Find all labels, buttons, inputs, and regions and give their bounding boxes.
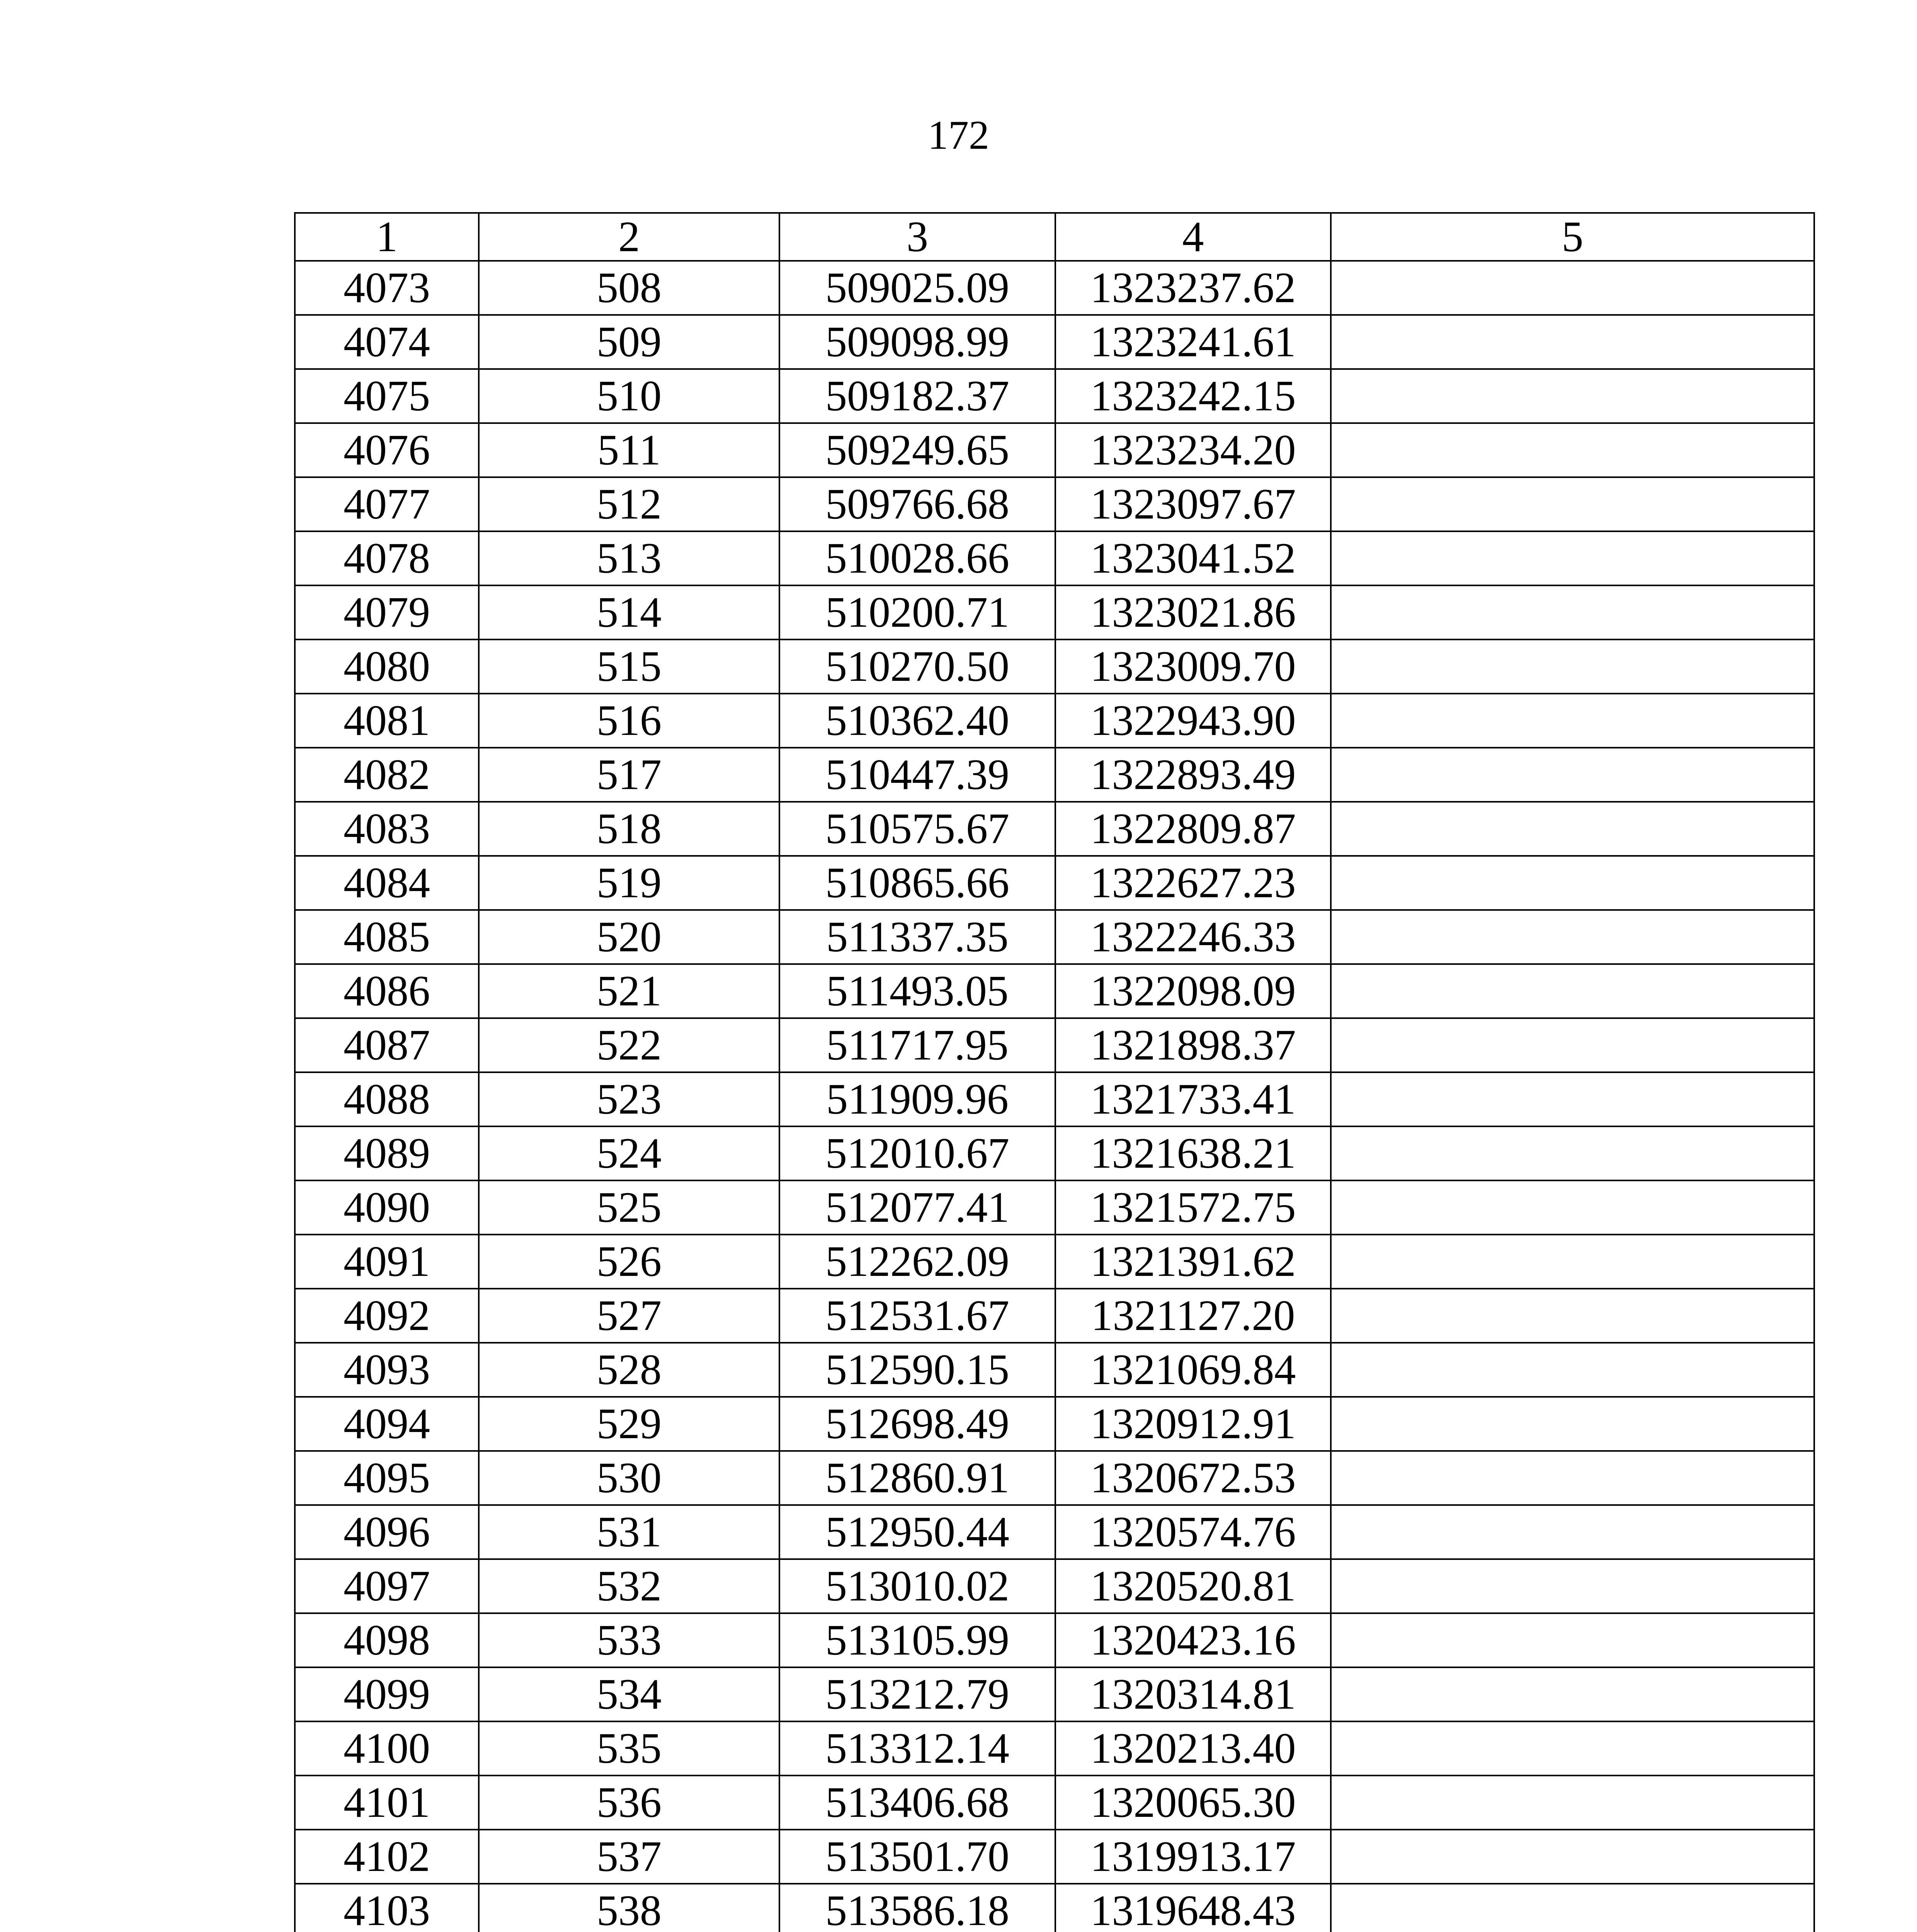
table-cell-col-3: 510028.66 — [779, 531, 1055, 585]
table-cell-col-3: 509182.37 — [779, 369, 1055, 423]
table-cell-col-5 — [1331, 802, 1814, 856]
table-row — [295, 910, 1814, 964]
table-row — [295, 261, 1814, 315]
table-cell-col-3: 511337.35 — [779, 910, 1055, 964]
table-cell-col-1: 4081 — [295, 694, 479, 748]
table-cell-col-1: 4076 — [295, 423, 479, 477]
table-cell-col-1: 4098 — [295, 1613, 479, 1667]
table-cell-col-5 — [1331, 694, 1814, 748]
table-cell-col-2: 534 — [479, 1667, 779, 1721]
table-cell-col-4: 1322098.09 — [1055, 964, 1331, 1018]
table-cell-col-2: 516 — [479, 694, 779, 748]
table-cell-col-2: 538 — [479, 1884, 779, 1932]
table-cell-col-4: 1320520.81 — [1055, 1559, 1331, 1613]
table-cell-col-5 — [1331, 1505, 1814, 1559]
table-cell-col-2: 525 — [479, 1180, 779, 1235]
table-cell-col-1: 4097 — [295, 1559, 479, 1613]
table-cell-col-3: 509025.09 — [779, 261, 1055, 315]
table-row — [295, 1667, 1814, 1721]
table-cell-col-1: 4083 — [295, 802, 479, 856]
table-cell-col-3: 513586.18 — [779, 1884, 1055, 1932]
table-cell-col-3: 512698.49 — [779, 1397, 1055, 1451]
table-cell-col-2: 523 — [479, 1072, 779, 1126]
table-cell-col-4: 1323237.62 — [1055, 261, 1331, 315]
table-row — [295, 1451, 1814, 1505]
table-cell-col-1: 4092 — [295, 1289, 479, 1343]
column-header-5: 5 — [1331, 213, 1814, 261]
table-cell-col-3: 511493.05 — [779, 964, 1055, 1018]
table-row — [295, 856, 1814, 910]
table-cell-col-1: 4074 — [295, 315, 479, 369]
table-cell-col-5 — [1331, 1180, 1814, 1235]
table-row — [295, 477, 1814, 531]
table-cell-col-2: 512 — [479, 477, 779, 531]
table-cell-col-5 — [1331, 964, 1814, 1018]
table-cell-col-1: 4102 — [295, 1830, 479, 1884]
table-cell-col-1: 4096 — [295, 1505, 479, 1559]
table-cell-col-4: 1319913.17 — [1055, 1830, 1331, 1884]
table-cell-col-5 — [1331, 910, 1814, 964]
table-cell-col-4: 1320314.81 — [1055, 1667, 1331, 1721]
table-cell-col-1: 4088 — [295, 1072, 479, 1126]
table-cell-col-1: 4080 — [295, 639, 479, 694]
table-cell-col-1: 4082 — [295, 748, 479, 802]
table-cell-col-1: 4093 — [295, 1343, 479, 1397]
table-row — [295, 964, 1814, 1018]
column-header-3: 3 — [779, 213, 1055, 261]
table-cell-col-5 — [1331, 1343, 1814, 1397]
table-cell-col-3: 512262.09 — [779, 1235, 1055, 1289]
table-row — [295, 1126, 1814, 1180]
table-cell-col-4: 1322943.90 — [1055, 694, 1331, 748]
coordinates-table — [294, 212, 1815, 1932]
table-cell-col-2: 532 — [479, 1559, 779, 1613]
table-cell-col-1: 4103 — [295, 1884, 479, 1932]
table-cell-col-1: 4086 — [295, 964, 479, 1018]
table-cell-col-2: 517 — [479, 748, 779, 802]
table-cell-col-2: 529 — [479, 1397, 779, 1451]
table-cell-col-4: 1322627.23 — [1055, 856, 1331, 910]
table-cell-col-2: 533 — [479, 1613, 779, 1667]
column-header-4: 4 — [1055, 213, 1331, 261]
table-cell-col-4: 1323097.67 — [1055, 477, 1331, 531]
table-cell-col-5 — [1331, 369, 1814, 423]
table-cell-col-1: 4101 — [295, 1776, 479, 1830]
table-cell-col-3: 509249.65 — [779, 423, 1055, 477]
table-header-row — [295, 213, 1814, 261]
table-cell-col-4: 1322809.87 — [1055, 802, 1331, 856]
table-cell-col-4: 1320065.30 — [1055, 1776, 1331, 1830]
table-cell-col-3: 510270.50 — [779, 639, 1055, 694]
table-cell-col-3: 512010.67 — [779, 1126, 1055, 1180]
table-cell-col-3: 512077.41 — [779, 1180, 1055, 1235]
table-cell-col-2: 522 — [479, 1018, 779, 1072]
table-row — [295, 1397, 1814, 1451]
table-cell-col-5 — [1331, 1235, 1814, 1289]
table-cell-col-5 — [1331, 1289, 1814, 1343]
table-cell-col-1: 4094 — [295, 1397, 479, 1451]
table-cell-col-5 — [1331, 585, 1814, 639]
table-cell-col-2: 520 — [479, 910, 779, 964]
table-cell-col-3: 513312.14 — [779, 1721, 1055, 1776]
table-cell-col-2: 509 — [479, 315, 779, 369]
table-row — [295, 423, 1814, 477]
table-cell-col-4: 1322893.49 — [1055, 748, 1331, 802]
table-row — [295, 1235, 1814, 1289]
table-cell-col-4: 1323009.70 — [1055, 639, 1331, 694]
table-cell-col-3: 512950.44 — [779, 1505, 1055, 1559]
table-cell-col-3: 512860.91 — [779, 1451, 1055, 1505]
table-cell-col-5 — [1331, 1721, 1814, 1776]
table-cell-col-1: 4087 — [295, 1018, 479, 1072]
table-cell-col-4: 1321898.37 — [1055, 1018, 1331, 1072]
table-cell-col-4: 1321069.84 — [1055, 1343, 1331, 1397]
table-cell-col-5 — [1331, 1830, 1814, 1884]
table-cell-col-2: 530 — [479, 1451, 779, 1505]
table-row — [295, 748, 1814, 802]
table-row — [295, 1343, 1814, 1397]
table-cell-col-2: 524 — [479, 1126, 779, 1180]
table-row — [295, 1018, 1814, 1072]
table-cell-col-2: 514 — [479, 585, 779, 639]
table-cell-col-3: 511909.96 — [779, 1072, 1055, 1126]
table-cell-col-1: 4095 — [295, 1451, 479, 1505]
table-cell-col-3: 513501.70 — [779, 1830, 1055, 1884]
table-cell-col-1: 4099 — [295, 1667, 479, 1721]
table-row — [295, 315, 1814, 369]
table-row — [295, 1613, 1814, 1667]
table-cell-col-2: 510 — [479, 369, 779, 423]
table-cell-col-3: 510575.67 — [779, 802, 1055, 856]
table-cell-col-5 — [1331, 423, 1814, 477]
table-cell-col-1: 4085 — [295, 910, 479, 964]
table-cell-col-5 — [1331, 477, 1814, 531]
table-cell-col-5 — [1331, 748, 1814, 802]
table-cell-col-3: 513406.68 — [779, 1776, 1055, 1830]
table-cell-col-2: 518 — [479, 802, 779, 856]
table-cell-col-3: 512531.67 — [779, 1289, 1055, 1343]
table-cell-col-4: 1322246.33 — [1055, 910, 1331, 964]
table-cell-col-2: 535 — [479, 1721, 779, 1776]
table-cell-col-4: 1321391.62 — [1055, 1235, 1331, 1289]
table-cell-col-4: 1323241.61 — [1055, 315, 1331, 369]
table-cell-col-1: 4075 — [295, 369, 479, 423]
table-cell-col-5 — [1331, 1559, 1814, 1613]
table-cell-col-1: 4079 — [295, 585, 479, 639]
table-cell-col-1: 4091 — [295, 1235, 479, 1289]
table-cell-col-3: 510362.40 — [779, 694, 1055, 748]
table-cell-col-5 — [1331, 639, 1814, 694]
table-row — [295, 585, 1814, 639]
table-row — [295, 1884, 1814, 1932]
table-cell-col-3: 512590.15 — [779, 1343, 1055, 1397]
table-cell-col-2: 508 — [479, 261, 779, 315]
table-cell-col-4: 1321127.20 — [1055, 1289, 1331, 1343]
table-cell-col-2: 536 — [479, 1776, 779, 1830]
table-row — [295, 802, 1814, 856]
table-cell-col-5 — [1331, 1451, 1814, 1505]
table-cell-col-3: 511717.95 — [779, 1018, 1055, 1072]
table-cell-col-5 — [1331, 1126, 1814, 1180]
table-cell-col-4: 1321572.75 — [1055, 1180, 1331, 1235]
table-cell-col-2: 515 — [479, 639, 779, 694]
table-cell-col-5 — [1331, 261, 1814, 315]
table-cell-col-5 — [1331, 1072, 1814, 1126]
table-cell-col-4: 1320423.16 — [1055, 1613, 1331, 1667]
table-cell-col-4: 1321733.41 — [1055, 1072, 1331, 1126]
table-cell-col-1: 4090 — [295, 1180, 479, 1235]
table-cell-col-2: 511 — [479, 423, 779, 477]
table-cell-col-3: 510200.71 — [779, 585, 1055, 639]
table-cell-col-5 — [1331, 1667, 1814, 1721]
table-cell-col-3: 513212.79 — [779, 1667, 1055, 1721]
table-cell-col-2: 513 — [479, 531, 779, 585]
table-cell-col-1: 4077 — [295, 477, 479, 531]
table-cell-col-3: 510865.66 — [779, 856, 1055, 910]
table-cell-col-4: 1320574.76 — [1055, 1505, 1331, 1559]
table-cell-col-5 — [1331, 315, 1814, 369]
table-cell-col-3: 510447.39 — [779, 748, 1055, 802]
table-cell-col-3: 509098.99 — [779, 315, 1055, 369]
table-row — [295, 1180, 1814, 1235]
table-cell-col-5 — [1331, 1776, 1814, 1830]
column-header-2: 2 — [479, 213, 779, 261]
table-body — [295, 261, 1814, 1932]
table-cell-col-5 — [1331, 531, 1814, 585]
table-cell-col-2: 527 — [479, 1289, 779, 1343]
table-cell-col-1: 4089 — [295, 1126, 479, 1180]
table-cell-col-5 — [1331, 1397, 1814, 1451]
table-row — [295, 369, 1814, 423]
table-header — [295, 213, 1814, 261]
table-row — [295, 1559, 1814, 1613]
table-cell-col-2: 526 — [479, 1235, 779, 1289]
page-number: 172 — [928, 112, 989, 158]
table-cell-col-3: 509766.68 — [779, 477, 1055, 531]
table-cell-col-5 — [1331, 1884, 1814, 1932]
table-cell-col-2: 528 — [479, 1343, 779, 1397]
table-row — [295, 1072, 1814, 1126]
table-cell-col-3: 513010.02 — [779, 1559, 1055, 1613]
table-cell-col-4: 1323242.15 — [1055, 369, 1331, 423]
table-cell-col-4: 1320912.91 — [1055, 1397, 1331, 1451]
column-header-1: 1 — [295, 213, 479, 261]
table-cell-col-2: 521 — [479, 964, 779, 1018]
table-cell-col-5 — [1331, 856, 1814, 910]
table-cell-col-2: 531 — [479, 1505, 779, 1559]
table-cell-col-4: 1320672.53 — [1055, 1451, 1331, 1505]
table-row — [295, 694, 1814, 748]
table-cell-col-1: 4073 — [295, 261, 479, 315]
table-cell-col-4: 1320213.40 — [1055, 1721, 1331, 1776]
table-row — [295, 639, 1814, 694]
table-cell-col-5 — [1331, 1018, 1814, 1072]
table-cell-col-2: 519 — [479, 856, 779, 910]
table-row — [295, 1776, 1814, 1830]
table-cell-col-4: 1323041.52 — [1055, 531, 1331, 585]
table-cell-col-1: 4100 — [295, 1721, 479, 1776]
table-row — [295, 1289, 1814, 1343]
table-cell-col-1: 4078 — [295, 531, 479, 585]
table-cell-col-2: 537 — [479, 1830, 779, 1884]
table-row — [295, 531, 1814, 585]
table-row — [295, 1830, 1814, 1884]
table-cell-col-4: 1319648.43 — [1055, 1884, 1331, 1932]
table-cell-col-3: 513105.99 — [779, 1613, 1055, 1667]
table-row — [295, 1505, 1814, 1559]
table-cell-col-4: 1323021.86 — [1055, 585, 1331, 639]
table-row — [295, 1721, 1814, 1776]
table-cell-col-5 — [1331, 1613, 1814, 1667]
table-cell-col-1: 4084 — [295, 856, 479, 910]
table-cell-col-4: 1323234.20 — [1055, 423, 1331, 477]
table-cell-col-4: 1321638.21 — [1055, 1126, 1331, 1180]
